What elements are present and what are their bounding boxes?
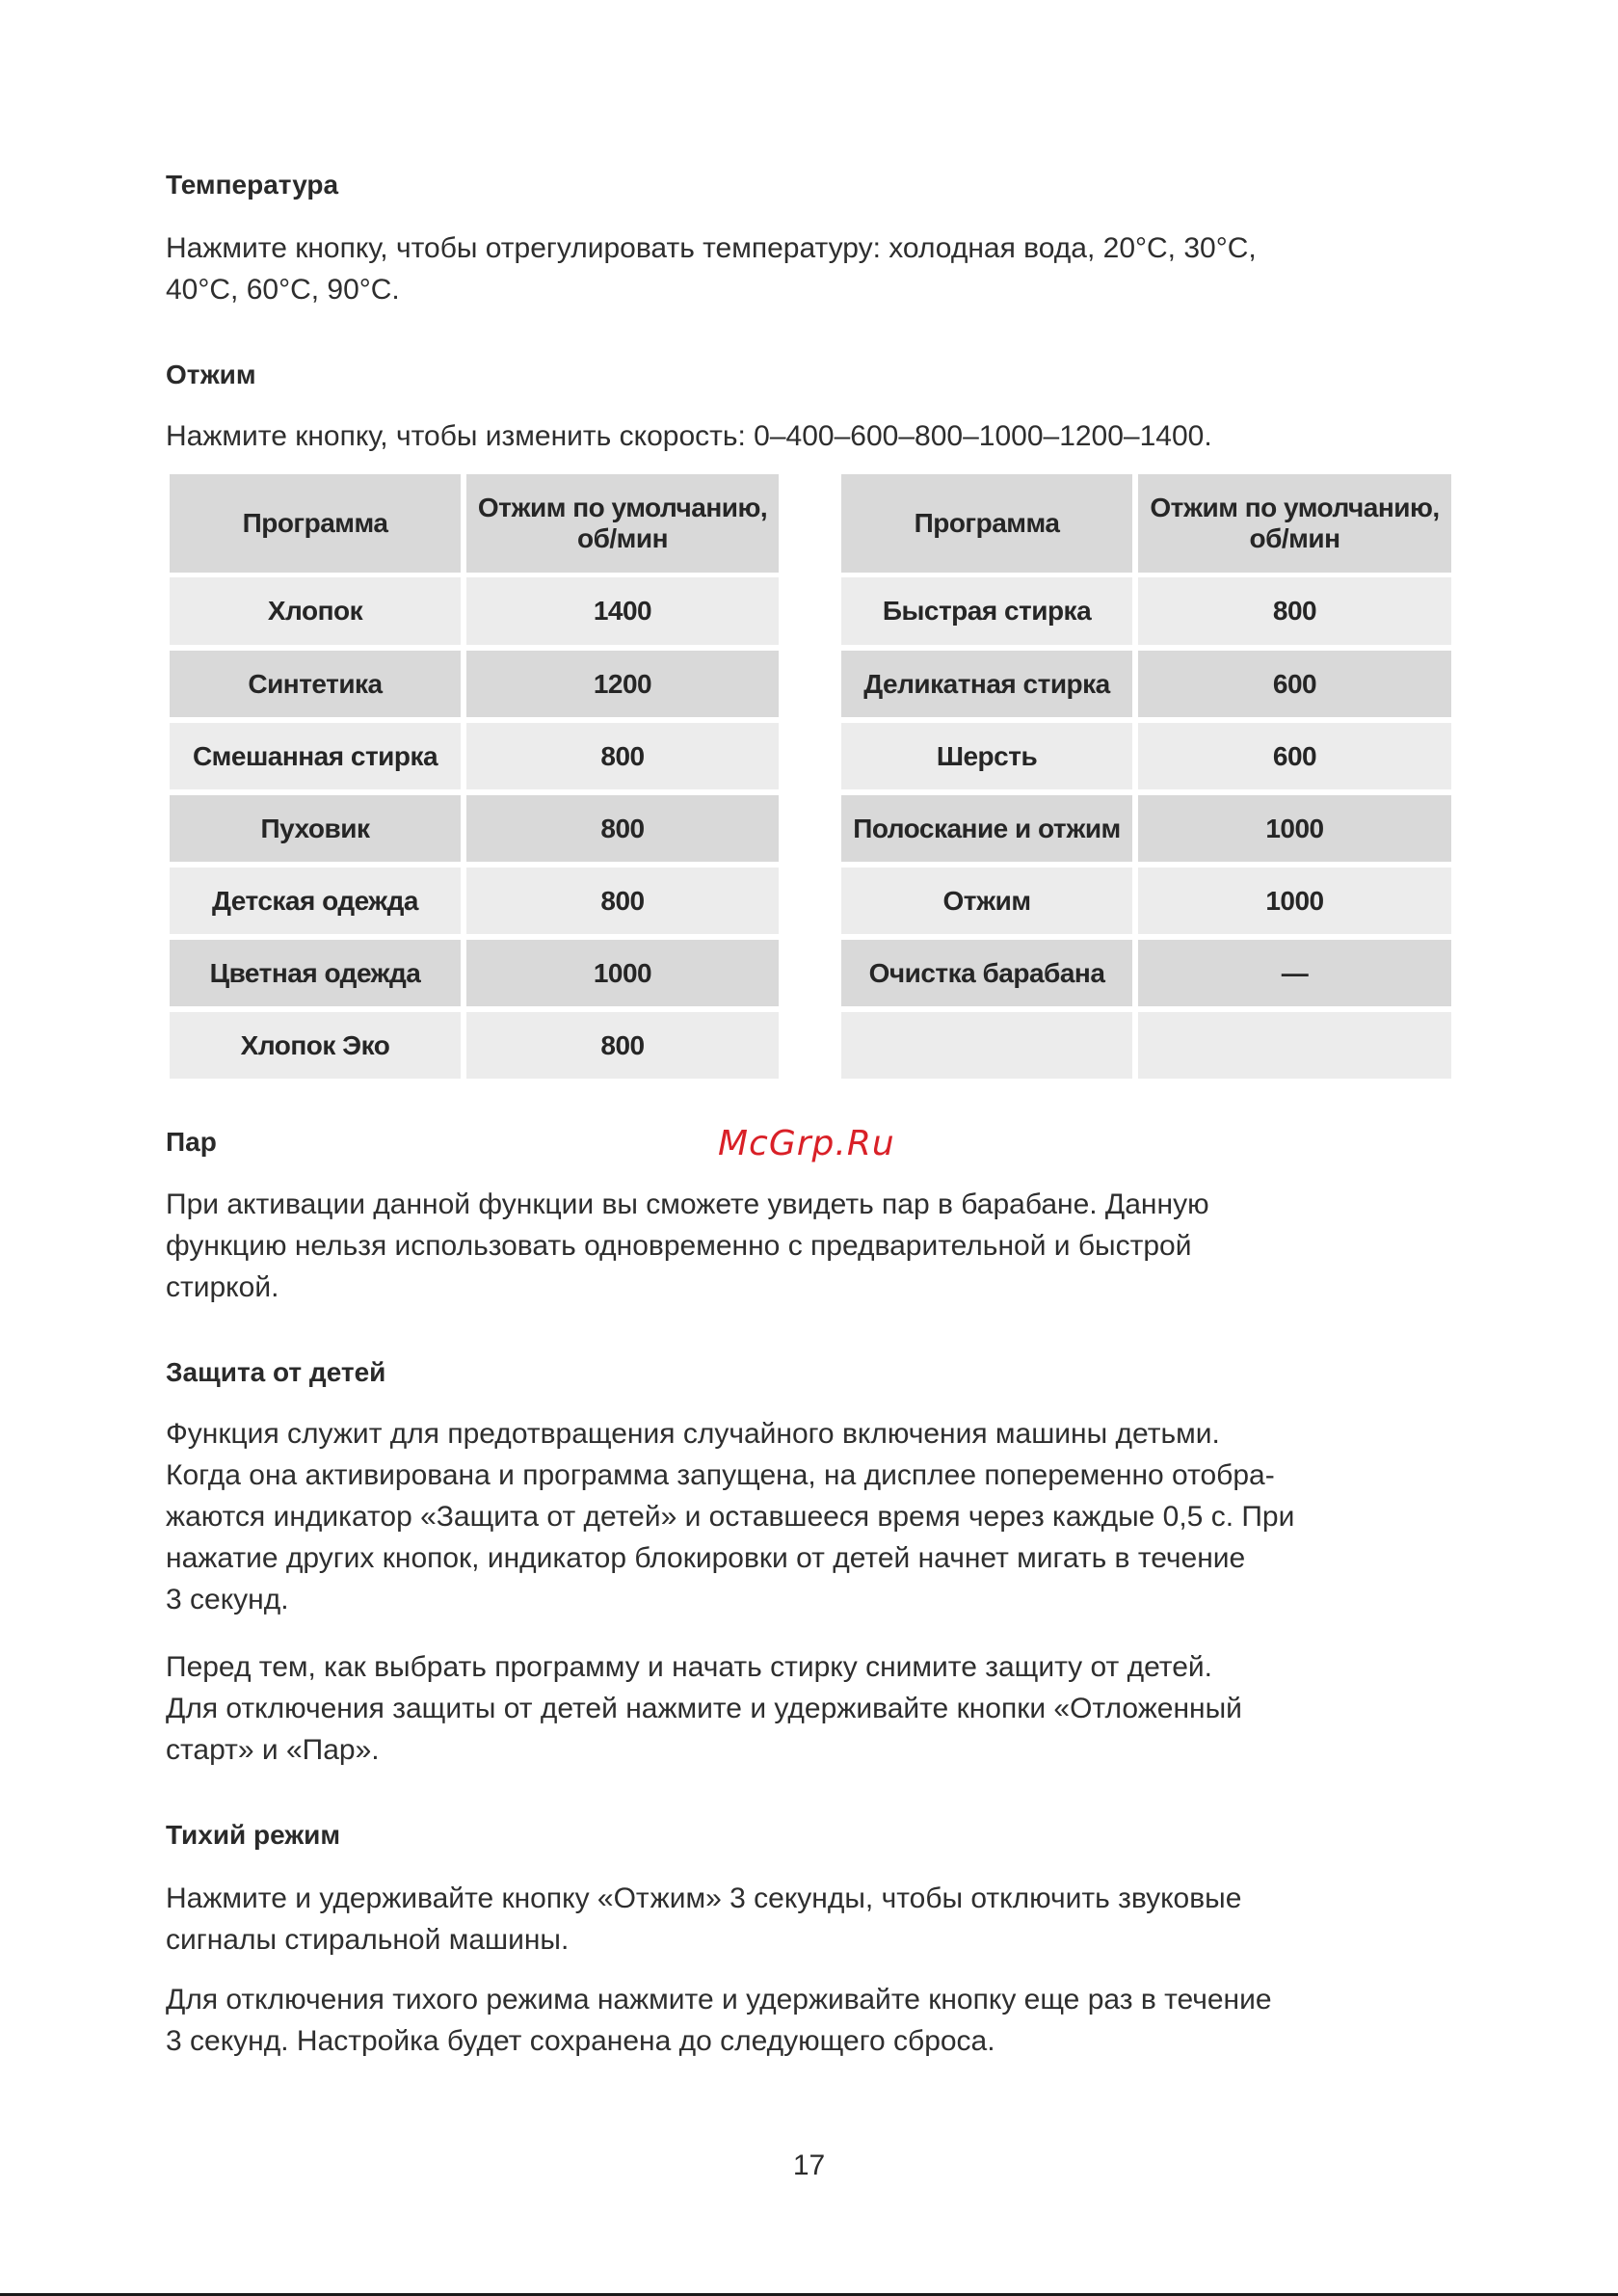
text-line: стиркой. — [166, 1271, 279, 1303]
text-line: Нажмите и удерживайте кнопку «Отжим» 3 секунды, чтобы отключить звуковые — [166, 1882, 1242, 1914]
text-line: Когда она активирована и программа запущена, на дисплее попеременно отобра- — [166, 1459, 1275, 1491]
text-line: Перед тем, как выбрать программу и начать стирку снимите защиту от детей. — [166, 1651, 1212, 1683]
text-line: Для отключения защиты от детей нажмите и удерживайте кнопки «Отложенный — [166, 1693, 1242, 1724]
table-cell-program: Смешанная стирка — [170, 723, 461, 789]
paragraph-steam — [166, 1184, 1209, 1308]
table-cell-rpm: 1000 — [1138, 795, 1451, 862]
text-line: старт» и «Пар». — [166, 1734, 380, 1766]
table-cell-program: Синтетика — [170, 651, 461, 717]
text-line: функцию нельзя использовать одновременно с предварительной и быстрой — [166, 1230, 1192, 1262]
table-cell-rpm: 1000 — [1138, 868, 1451, 934]
text-line: Нажмите кнопку, чтобы изменить скорость: 0–400–600–800–1000–1200–1400. — [166, 420, 1212, 452]
table-cell-rpm: — — [1138, 940, 1451, 1006]
text-line: нажатие других кнопок, индикатор блокировки от детей начнет мигать в течение — [166, 1542, 1246, 1574]
table-header-program: Программа — [841, 474, 1132, 573]
table-cell-program: Хлопок — [170, 577, 461, 645]
paragraph-child-lock-2 — [166, 1646, 1242, 1771]
table-cell-program: Шерсть — [841, 723, 1132, 789]
table-cell-rpm: 1000 — [466, 940, 779, 1006]
table-cell-program: Полоскание и отжим — [841, 795, 1132, 862]
table-cell-empty — [841, 1012, 1132, 1079]
table-cell-rpm: 600 — [1138, 723, 1451, 789]
table-header-program: Программа — [170, 474, 461, 573]
paragraph-child-lock-1 — [166, 1413, 1294, 1620]
paragraph-silent-mode-2 — [166, 1979, 1272, 2062]
heading-child-lock: Защита от детей — [166, 1357, 386, 1387]
table-cell-program: Цветная одежда — [170, 940, 461, 1006]
text-line: 3 секунд. Настройка будет сохранена до следующего сброса. — [166, 2025, 995, 2057]
table-cell-rpm: 800 — [466, 868, 779, 934]
table-cell-rpm: 600 — [1138, 651, 1451, 717]
watermark: McGrp.Ru — [718, 1124, 895, 1163]
text-line: При активации данной функции вы сможете увидеть пар в барабане. Данную — [166, 1188, 1209, 1220]
table-cell-empty — [1138, 1012, 1451, 1079]
text-line: 3 секунд. — [166, 1584, 289, 1615]
text-line: Нажмите кнопку, чтобы отрегулировать температуру: холодная вода, 20°C, 30°C, — [166, 232, 1257, 264]
table-cell-program: Быстрая стирка — [841, 577, 1132, 645]
text-line: жаются индикатор «Защита от детей» и оставшееся время через каждые 0,5 с. При — [166, 1501, 1295, 1533]
paragraph-temperature — [166, 227, 1257, 310]
table-header-rpm: Отжим по умолчанию, об/мин — [466, 474, 779, 573]
table-cell-rpm: 800 — [466, 1012, 779, 1079]
page-number: 17 — [792, 2149, 826, 2181]
text-line: сигналы стиральной машины. — [166, 1924, 570, 1956]
table-cell-program: Отжим — [841, 868, 1132, 934]
paragraph-spin — [166, 415, 1212, 457]
table-cell-program: Детская одежда — [170, 868, 461, 934]
text-line: Функция служит для предотвращения случайного включения машины детьми. — [166, 1418, 1220, 1450]
text-line: 40°C, 60°C, 90°C. — [166, 274, 400, 306]
table-cell-rpm: 1400 — [466, 577, 779, 645]
table-cell-program: Очистка барабана — [841, 940, 1132, 1006]
heading-temperature: Температура — [166, 170, 339, 200]
table-cell-program: Хлопок Эко — [170, 1012, 461, 1079]
table-cell-rpm: 800 — [1138, 577, 1451, 645]
heading-silent-mode: Тихий режим — [166, 1820, 341, 1850]
heading-steam: Пар — [166, 1127, 217, 1157]
table-cell-rpm: 1200 — [466, 651, 779, 717]
table-cell-program: Пуховик — [170, 795, 461, 862]
paragraph-silent-mode-1 — [166, 1878, 1241, 1961]
table-cell-program: Деликатная стирка — [841, 651, 1132, 717]
table-cell-rpm: 800 — [466, 723, 779, 789]
table-header-rpm: Отжим по умолчанию, об/мин — [1138, 474, 1451, 573]
heading-spin: Отжим — [166, 360, 256, 389]
table-cell-rpm: 800 — [466, 795, 779, 862]
text-line: Для отключения тихого режима нажмите и удерживайте кнопку еще раз в течение — [166, 1984, 1272, 2016]
